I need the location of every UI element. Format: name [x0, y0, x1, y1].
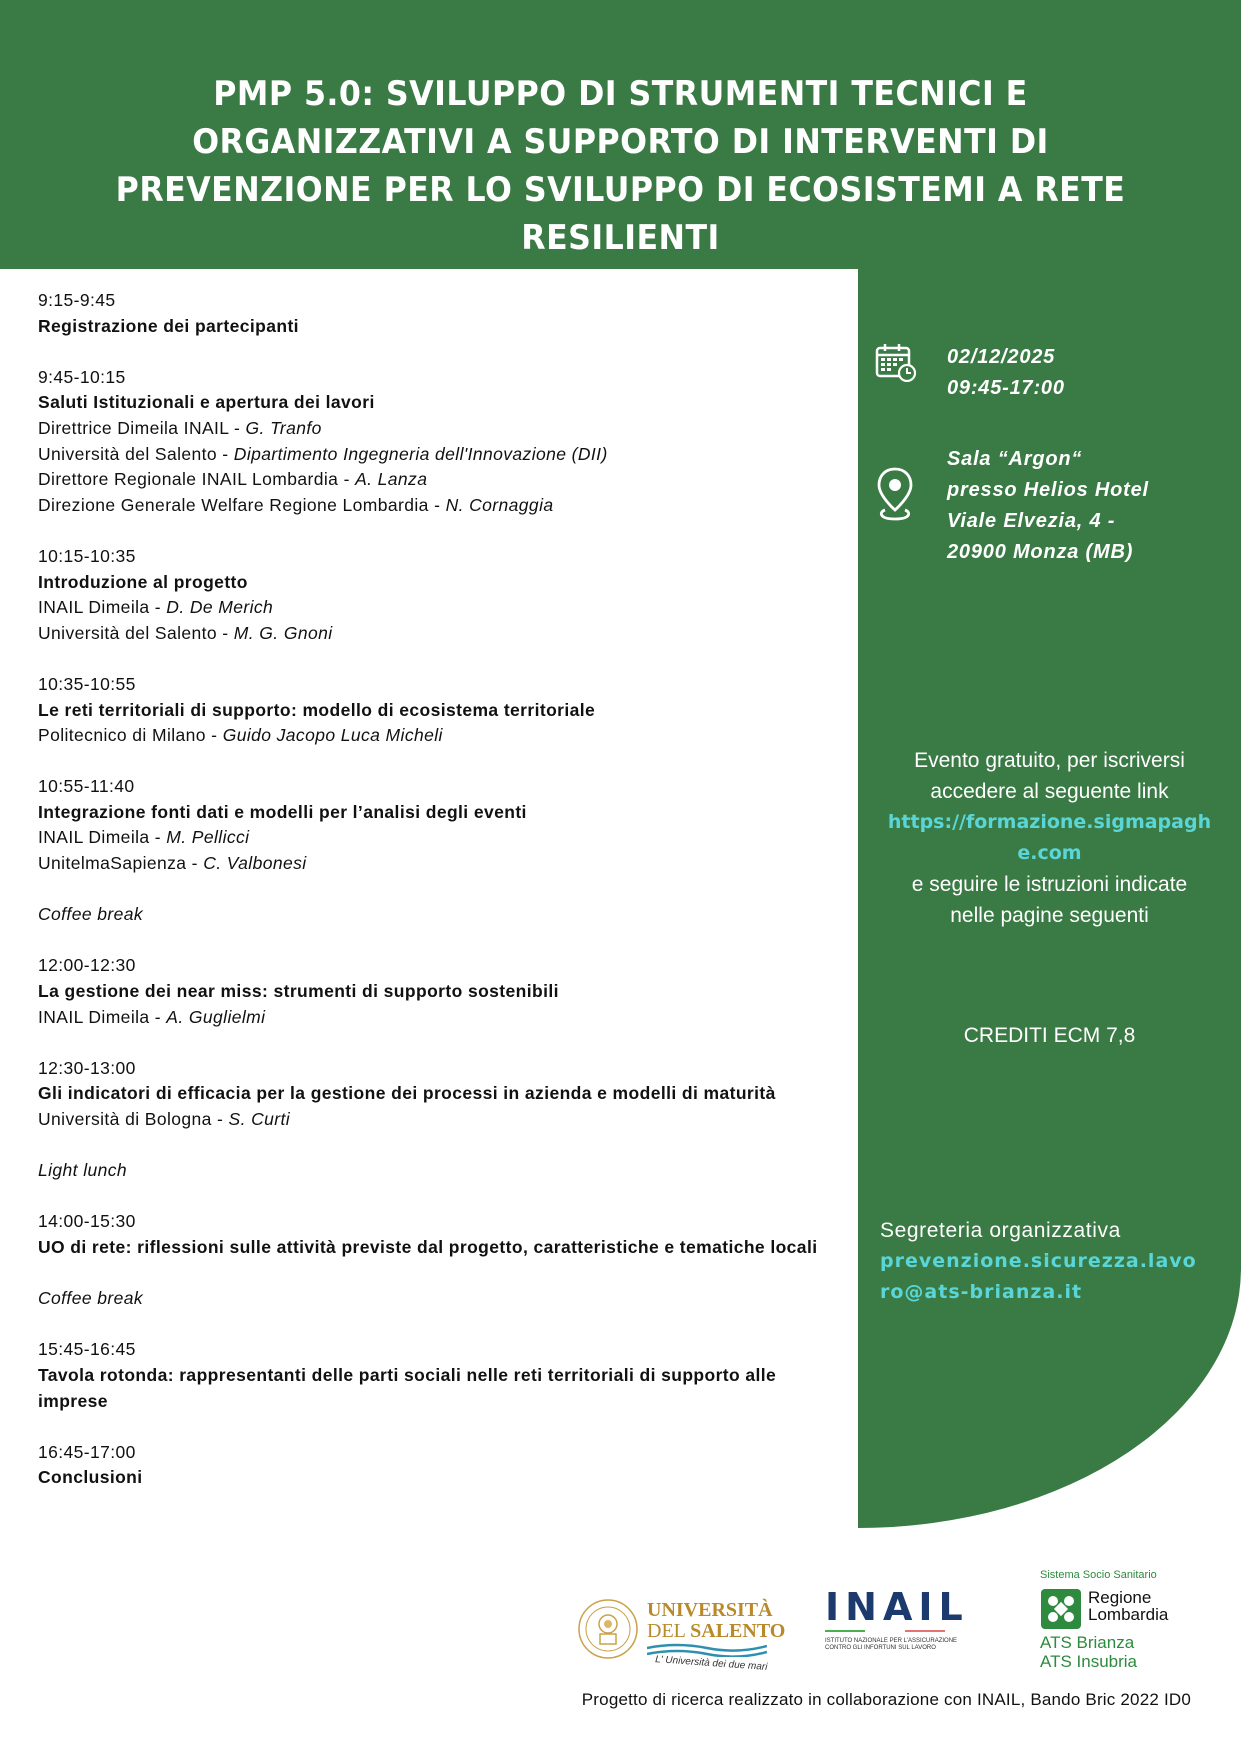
agenda-break: Coffee break [38, 904, 143, 925]
agenda-slot [38, 672, 828, 749]
slot-speaker [38, 442, 828, 468]
slot-topic: Integrazione fonti dati e modelli per l’analisi degli eventi [38, 801, 527, 822]
slot-time: 9:45-10:15 [38, 366, 126, 387]
agenda-slot [38, 1440, 828, 1491]
lombardia-name: Lombardia [1088, 1605, 1169, 1624]
agenda-slot [38, 1209, 828, 1260]
slot-topic: La gestione dei near miss: strumenti di supporto sostenibili [38, 981, 559, 1002]
slot-time: 10:35-10:55 [38, 673, 136, 694]
registration-info [858, 745, 1241, 931]
slot-speaker [38, 493, 828, 519]
lombardia-rose-icon [1041, 1589, 1081, 1629]
ecm-credits: CREDITI ECM 7,8 [963, 1024, 1136, 1047]
slot-topic: Gli indicatori di efficacia per la gestione dei processi in azienda e modelli di maturità [38, 1083, 776, 1104]
slot-time: 14:00-15:30 [38, 1211, 136, 1232]
slot-topic: Conclusioni [38, 1467, 143, 1488]
agenda-slot [38, 774, 828, 876]
slot-speaker [38, 621, 828, 647]
speaker-affiliation: INAIL Dimeila - [38, 1006, 167, 1027]
slot-speaker [38, 825, 828, 851]
unisalento-name2: DEL SALENTO [647, 1620, 786, 1642]
slot-time: 16:45-17:00 [38, 1441, 136, 1462]
registration-link-part[interactable]: https://formazione.sigmapagh [887, 811, 1212, 833]
speaker-affiliation: Politecnico di Milano - [38, 725, 223, 746]
registration-text: accedere al seguente link [930, 780, 1169, 803]
slot-topic: UO di rete: riflessioni sulle attività previste dal progetto, caratteristiche e tematiche locali [38, 1236, 818, 1257]
slot-speaker [38, 467, 828, 493]
secretariat-label: Segreteria organizzativa [880, 1219, 1121, 1242]
inail-sub: CONTRO GLI INFORTUNI SUL LAVORO [825, 1645, 936, 1651]
agenda [38, 288, 828, 1517]
speaker-affiliation: Direzione Generale Welfare Regione Lombardia - [38, 494, 446, 515]
registration-text: nelle pagine seguenti [950, 904, 1149, 927]
header-banner [0, 0, 1241, 269]
slot-time: 12:30-13:00 [38, 1057, 136, 1078]
agenda-break: Light lunch [38, 1160, 128, 1181]
inail-mark: INAIL [825, 1585, 969, 1629]
speaker-affiliation: UnitelmaSapienza - [38, 853, 204, 874]
agenda-slot [38, 953, 828, 1030]
page-title: PMP 5.0: SVILUPPO DI STRUMENTI TECNICI E ORGANIZZATIVI A SUPPORTO DI INTERVENTI DI PREVENZIONE PER LO SVILUPPO DI ECOSISTEMI A RETE RESILIENTI [115, 74, 1126, 258]
venue-line: Viale Elvezia, 4 - [947, 510, 1116, 532]
speaker-affiliation: Università del Salento - [38, 443, 234, 464]
slot-time: 9:15-9:45 [38, 290, 116, 310]
partner-logos [575, 1565, 1215, 1680]
footer-note: Progetto di ricerca realizzato in collaborazione con INAIL, Bando Bric 2022 ID0 [581, 1690, 1191, 1709]
secretariat-email[interactable] [880, 1246, 1197, 1308]
speaker-affiliation: Direttore Regionale INAIL Lombardia - [38, 469, 356, 490]
venue-line: presso Helios Hotel [947, 479, 1149, 501]
slot-time: 10:55-11:40 [38, 776, 135, 797]
logo-inail [825, 1585, 985, 1658]
speaker-affiliation: INAIL Dimeila - [38, 827, 167, 848]
speaker-name: M. G. Gnoni [233, 622, 333, 643]
slot-topic: Le reti territoriali di supporto: modello di ecosistema territoriale [38, 699, 596, 720]
agenda-slot [38, 1056, 828, 1133]
ats-name: ATS Brianza [1040, 1633, 1135, 1652]
registration-text: e seguire le istruzioni indicate [911, 873, 1188, 896]
registration-link[interactable] [858, 807, 1241, 869]
slot-speaker [38, 723, 828, 749]
calendar-clock-icon [875, 342, 923, 387]
slot-speaker [38, 595, 828, 621]
speaker-name: A. Lanza [355, 469, 428, 490]
inail-tricolor [825, 1630, 985, 1632]
event-location [875, 444, 1149, 568]
secretariat-email-part[interactable]: prevenzione.sicurezza.lavo [880, 1250, 1197, 1272]
speaker-affiliation: Università del Salento - [38, 622, 234, 643]
slot-speaker [38, 851, 828, 877]
agenda-break: Coffee break [38, 1288, 143, 1309]
agenda-slot [38, 365, 828, 519]
inail-sub: ISTITUTO NAZIONALE PER L'ASSICURAZIONE [825, 1638, 958, 1644]
speaker-affiliation: INAIL Dimeila - [38, 597, 167, 618]
slot-topic: Registrazione dei partecipanti [38, 315, 299, 336]
slot-speaker [38, 416, 828, 442]
agenda-slot [38, 288, 828, 339]
slot-speaker [38, 1005, 828, 1031]
logo-lombardia [1040, 1569, 1215, 1679]
slot-topic: Tavola rotonda: rappresentanti delle parti sociali nelle reti territoriali di supporto alle imprese [38, 1364, 777, 1411]
lombardia-top: Sistema Socio Sanitario [1040, 1569, 1157, 1581]
slot-topic: Saluti Istituzionali e apertura dei lavori [38, 392, 375, 413]
registration-link-part[interactable]: e.com [1017, 842, 1082, 864]
speaker-name: Dipartimento Ingegneria dell'Innovazione (DII) [233, 443, 608, 464]
slot-speaker [38, 1107, 828, 1133]
slot-topic: Introduzione al progetto [38, 571, 248, 592]
registration-text: Evento gratuito, per iscriversi [914, 749, 1185, 772]
secretariat [880, 1215, 1197, 1308]
unisalento-seal-icon [577, 1598, 639, 1660]
speaker-name: Guido Jacopo Luca Micheli [222, 725, 443, 746]
lombardia-name: Regione [1088, 1588, 1152, 1607]
speaker-affiliation: Università di Bologna - [38, 1109, 229, 1129]
slot-time: 15:45-16:45 [38, 1339, 136, 1360]
map-pin-icon [875, 444, 923, 529]
event-hours: 09:45-17:00 [947, 377, 1065, 399]
logo-unisalento [575, 1590, 786, 1680]
speaker-name: M. Pellicci [166, 827, 250, 848]
secretariat-email-part[interactable]: ro@ats-brianza.it [880, 1281, 1083, 1303]
speaker-name: A. Guglielmi [166, 1006, 266, 1027]
unisalento-motto: L' Università dei due mari [654, 1654, 768, 1673]
venue-line: 20900 Monza (MB) [947, 541, 1134, 563]
speaker-name: G. Tranfo [245, 417, 322, 438]
speaker-name: C. Valbonesi [203, 853, 307, 874]
event-datetime [875, 342, 1065, 404]
slot-time: 10:15-10:35 [38, 545, 136, 566]
slot-time: 12:00-12:30 [38, 955, 136, 976]
speaker-name: D. De Merich [166, 597, 274, 618]
speaker-name: S. Curti [228, 1109, 291, 1129]
venue-line: Sala “Argon“ [947, 448, 1083, 470]
unisalento-name: UNIVERSITÀ [647, 1599, 773, 1621]
speaker-name: N. Cornaggia [445, 494, 554, 515]
speaker-affiliation: Direttrice Dimeila INAIL - [38, 417, 246, 438]
agenda-slot [38, 544, 828, 646]
event-date: 02/12/2025 [947, 346, 1056, 368]
ats-name: ATS Insubria [1040, 1652, 1138, 1671]
agenda-slot [38, 1337, 828, 1414]
